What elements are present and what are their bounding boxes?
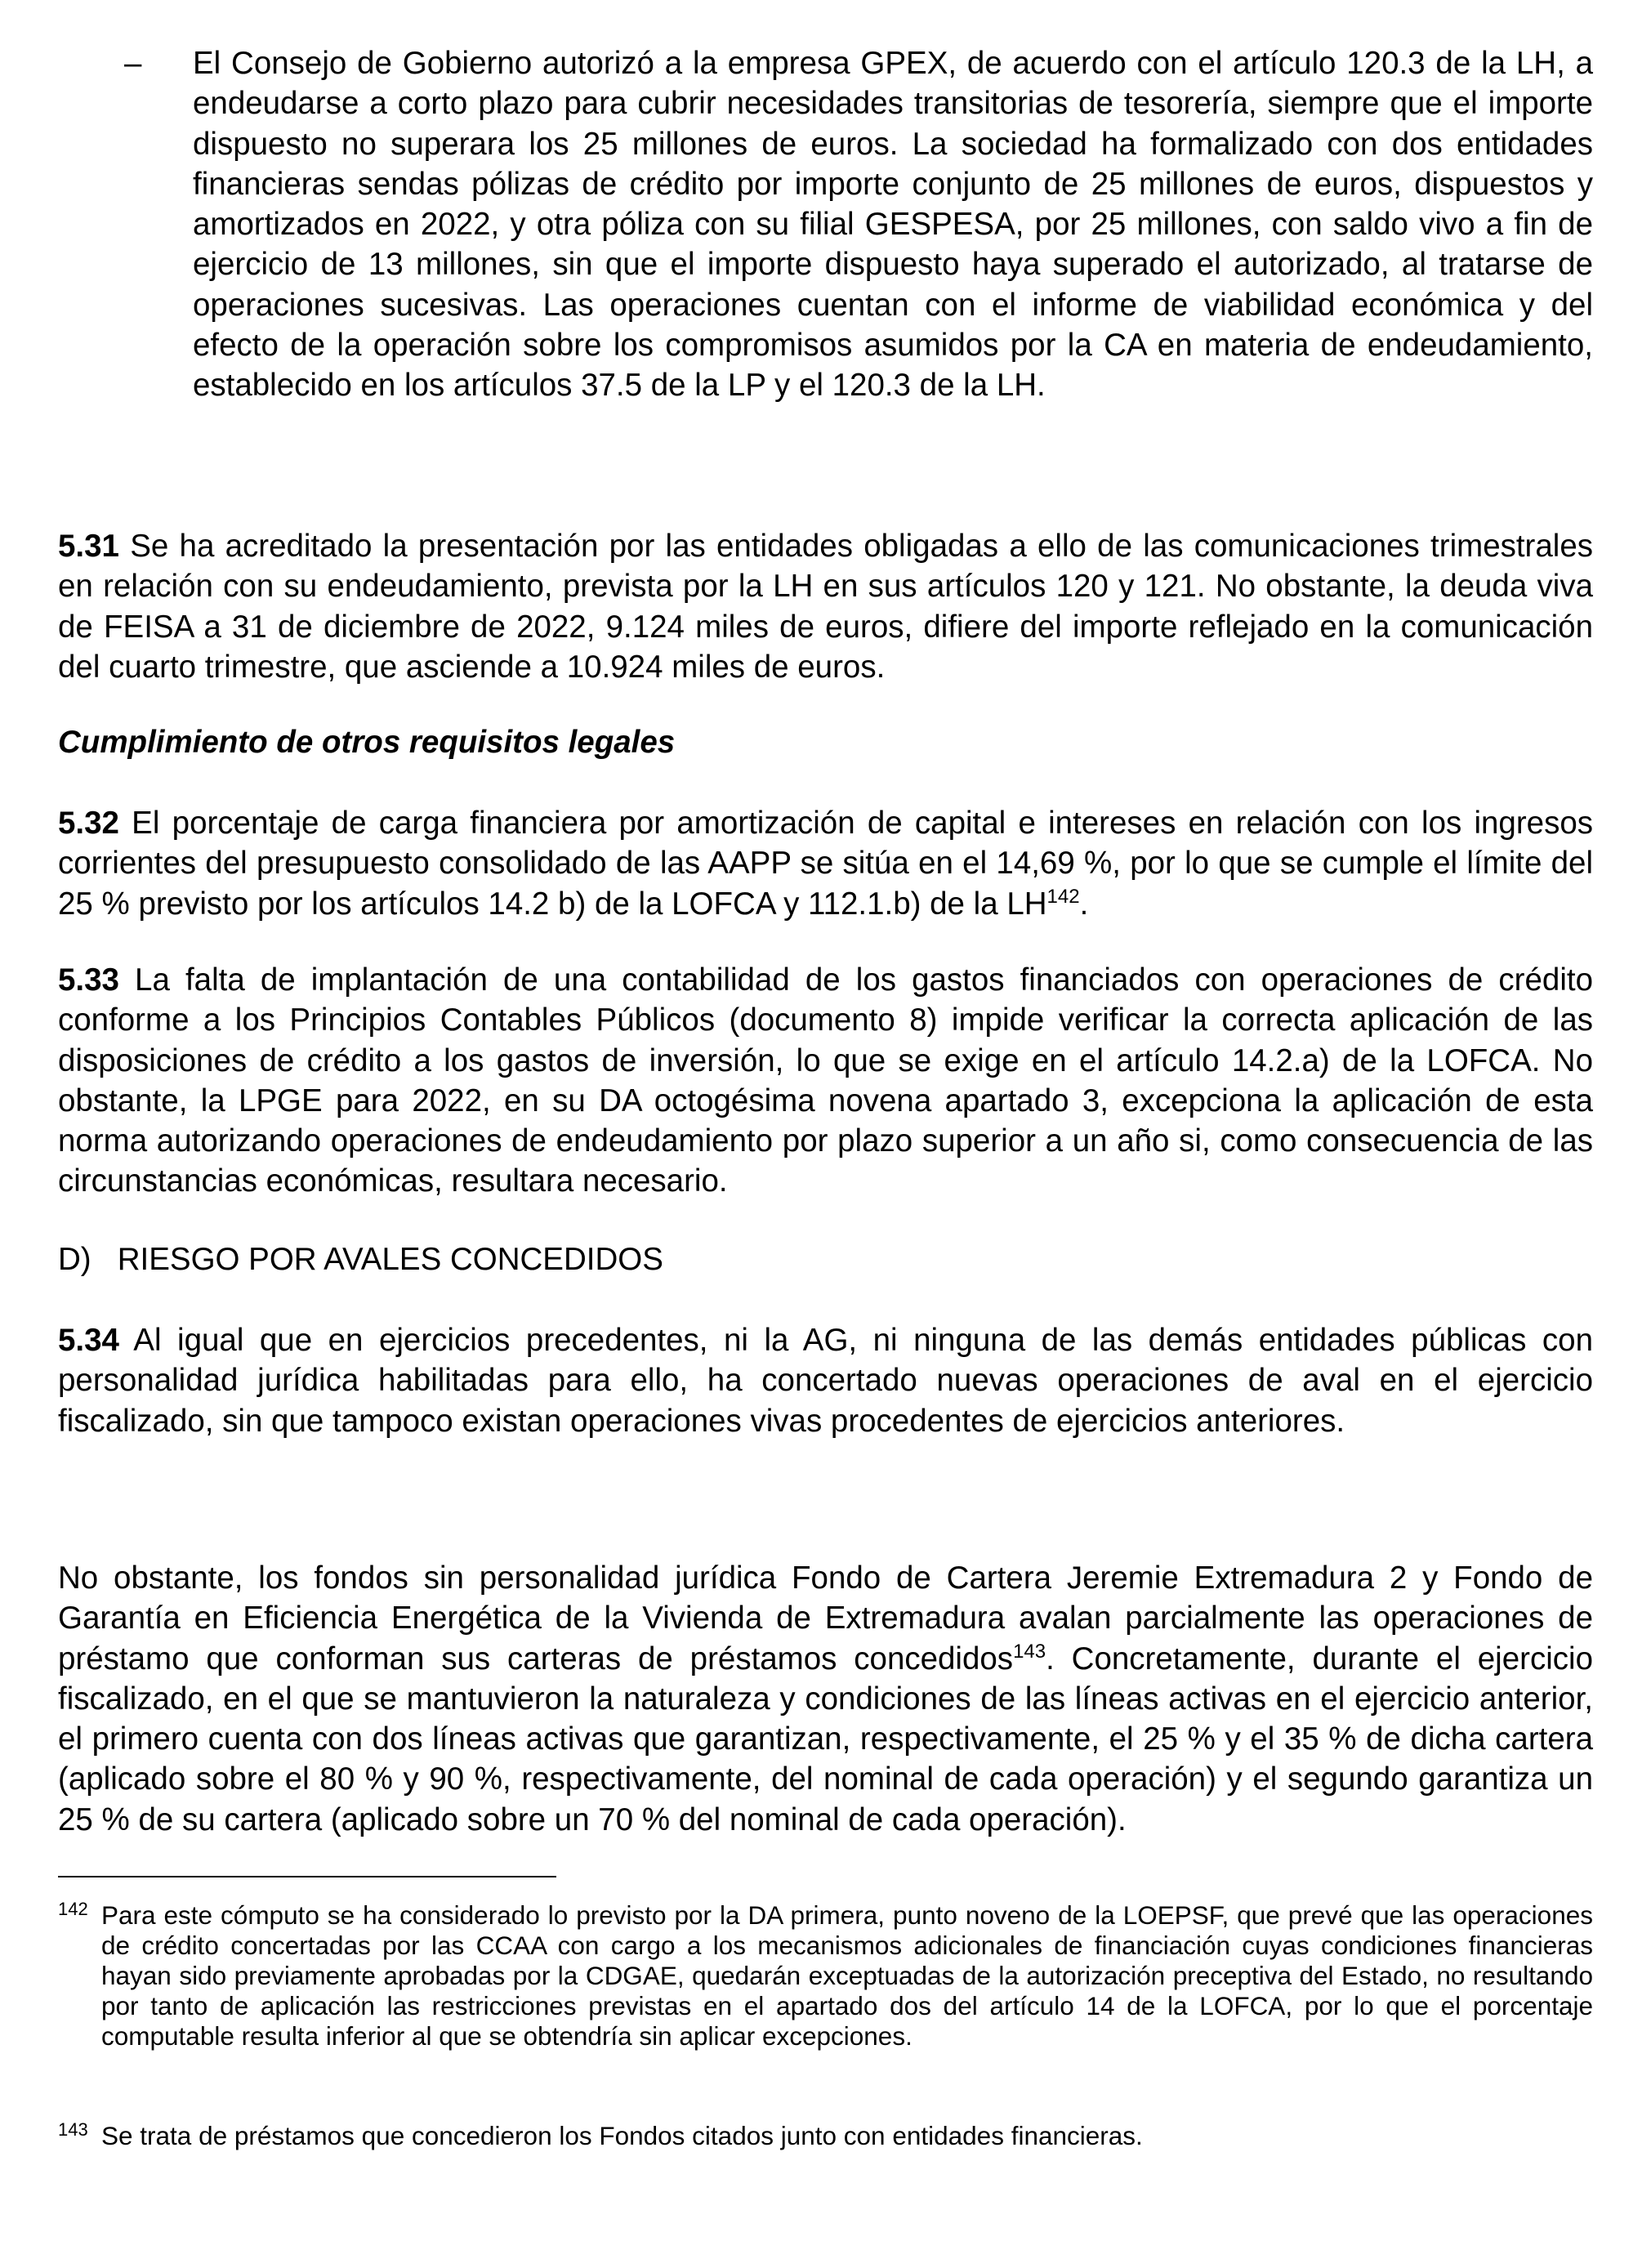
paragraph-5-33 — [58, 960, 1593, 1202]
paragraph-number: 5.34 — [58, 1323, 119, 1358]
paragraph-number: 5.31 — [58, 529, 119, 564]
paragraph-5-32 — [58, 803, 1593, 924]
paragraph-text-continued: . Concretamente, durante el ejercicio fiscalizado, en el que se mantuvieron la naturaleza y condiciones de las líneas activas en el ejercicio anterior, el primero cuenta con dos líneas activas que garantizan, respectivamente, el 25 % y el 35 % de dicha cartera (aplicado sobre el 80 % y 90 %, respectivamente, del nominal de cada operación) y el segundo garantiza un 25 % de su cartera (aplicado sobre un 70 % del nominal de cada operación). — [58, 1641, 1593, 1837]
footnote-142: Para este cómputo se ha considerado lo previsto por la DA primera, punto noveno de la LOEPSF, que prevé que las operaciones de crédito concertadas por las CCAA con cargo a los mecanismos adicionales de financiación cuyas condiciones financieras hayan sido previamente aprobadas por la CDGAE, quedarán exceptuadas de la autorización preceptiva del Estado, no resultando por tanto de aplicación las restricciones previstas en el apartado dos del artículo 14 de la LOFCA, por lo que el porcentaje computable resulta inferior al que se obtendría sin aplicar excepciones. — [101, 1900, 1593, 2051]
footnote-number: 142 — [58, 1899, 88, 1919]
paragraph-number: 5.32 — [58, 806, 119, 841]
paragraph-5-34 — [58, 1320, 1593, 1441]
footnote-143: Se trata de préstamos que concedieron los Fondos citados junto con entidades financieras. — [101, 2121, 1143, 2150]
paragraph-number: 5.33 — [58, 962, 119, 998]
paragraph-text: No obstante, los fondos sin personalidad jurídica Fondo de Cartera Jeremie Extremadura 2 y Fondo de Garantía en Eficiencia Energética de la Vivienda de Extremadura avalan parcialmente las operaciones de préstamo que conforman sus carteras de préstamos concedidos — [58, 1560, 1593, 1676]
section-heading: Cumplimiento de otros requisitos legales — [58, 725, 676, 760]
paragraph-text: Se ha acreditado la presentación por las entidades obligadas a ello de las comunicaciones trimestrales en relación con su endeudamiento, prevista por la LH en sus artículos 120 y 121. No obstante, la deuda viva de FEISA a 31 de diciembre de 2022, 9.124 miles de euros, difiere del importe reflejado en la comunicación del cuarto trimestre, que asciende a 10.924 miles de euros. — [58, 529, 1593, 685]
footnote-ref-142[interactable]: 142 — [1046, 885, 1080, 908]
paragraph-text: El porcentaje de carga financiera por amortización de capital e intereses en relación con los ingresos corrientes del presupuesto consolidado de las AAPP se sitúa en el 14,69 %, por lo que se cumple el límite del 25 % previsto por los artículos 14.2 b) de la LOFCA y 112.1.b) de la LH — [58, 806, 1593, 922]
paragraph-text: La falta de implantación de una contabilidad de los gastos financiados con operaciones de crédito conforme a los Principios Contables Públicos (documento 8) impide verificar la correcta aplicación de las disposiciones de crédito a los gastos de inversión, lo que se exige en el artículo 14.2.a) de la LOFCA. No obstante, la LPGE para 2022, en su DA octogésima novena apartado 3, excepciona la aplicación de esta norma autorizando operaciones de endeudamiento por plazo superior a un año si, como consecuencia de las circunstancias económicas, resultara necesario. — [58, 962, 1593, 1199]
paragraph-no-obstante — [58, 1558, 1593, 1840]
footnote-ref-143[interactable]: 143 — [1013, 1640, 1046, 1663]
bullet-dash: – — [124, 46, 142, 81]
footnote-divider — [58, 1876, 556, 1877]
bullet-paragraph-gpex: El Consejo de Gobierno autorizó a la empresa GPEX, de acuerdo con el artículo 120.3 de la LH, a endeudarse a corto plazo para cubrir necesidades transitorias de tesorería, siempre que el importe dispuesto no superara los 25 millones de euros. La sociedad ha formalizado con dos entidades financieras sendas pólizas de crédito por importe conjunto de 25 millones de euros, dispuestos y amortizados en 2022, y otra póliza con su filial GESPESA, por 25 millones, con saldo vivo a fin de ejercicio de 13 millones, sin que el importe dispuesto haya superado el autorizado, al tratarse de operaciones sucesivas. Las operaciones cuentan con el informe de viabilidad económica y del efecto de la operación sobre los compromisos asumidos por la CA en materia de endeudamiento, establecido en los artículos 37.5 de la LP y el 120.3 de la LH. — [193, 46, 1593, 404]
paragraph-5-31 — [58, 526, 1593, 687]
paragraph-end: . — [1079, 886, 1089, 922]
section-d-heading: D) RIESGO POR AVALES CONCEDIDOS — [58, 1242, 663, 1277]
footnote-number: 143 — [58, 2119, 88, 2140]
paragraph-text: Al igual que en ejercicios precedentes, ni la AG, ni ninguna de las demás entidades públicas con personalidad jurídica habilitadas para ello, ha concertado nuevas operaciones de aval en el ejercicio fiscalizado, sin que tampoco existan operaciones vivas procedentes de ejercicios anteriores. — [58, 1323, 1593, 1439]
